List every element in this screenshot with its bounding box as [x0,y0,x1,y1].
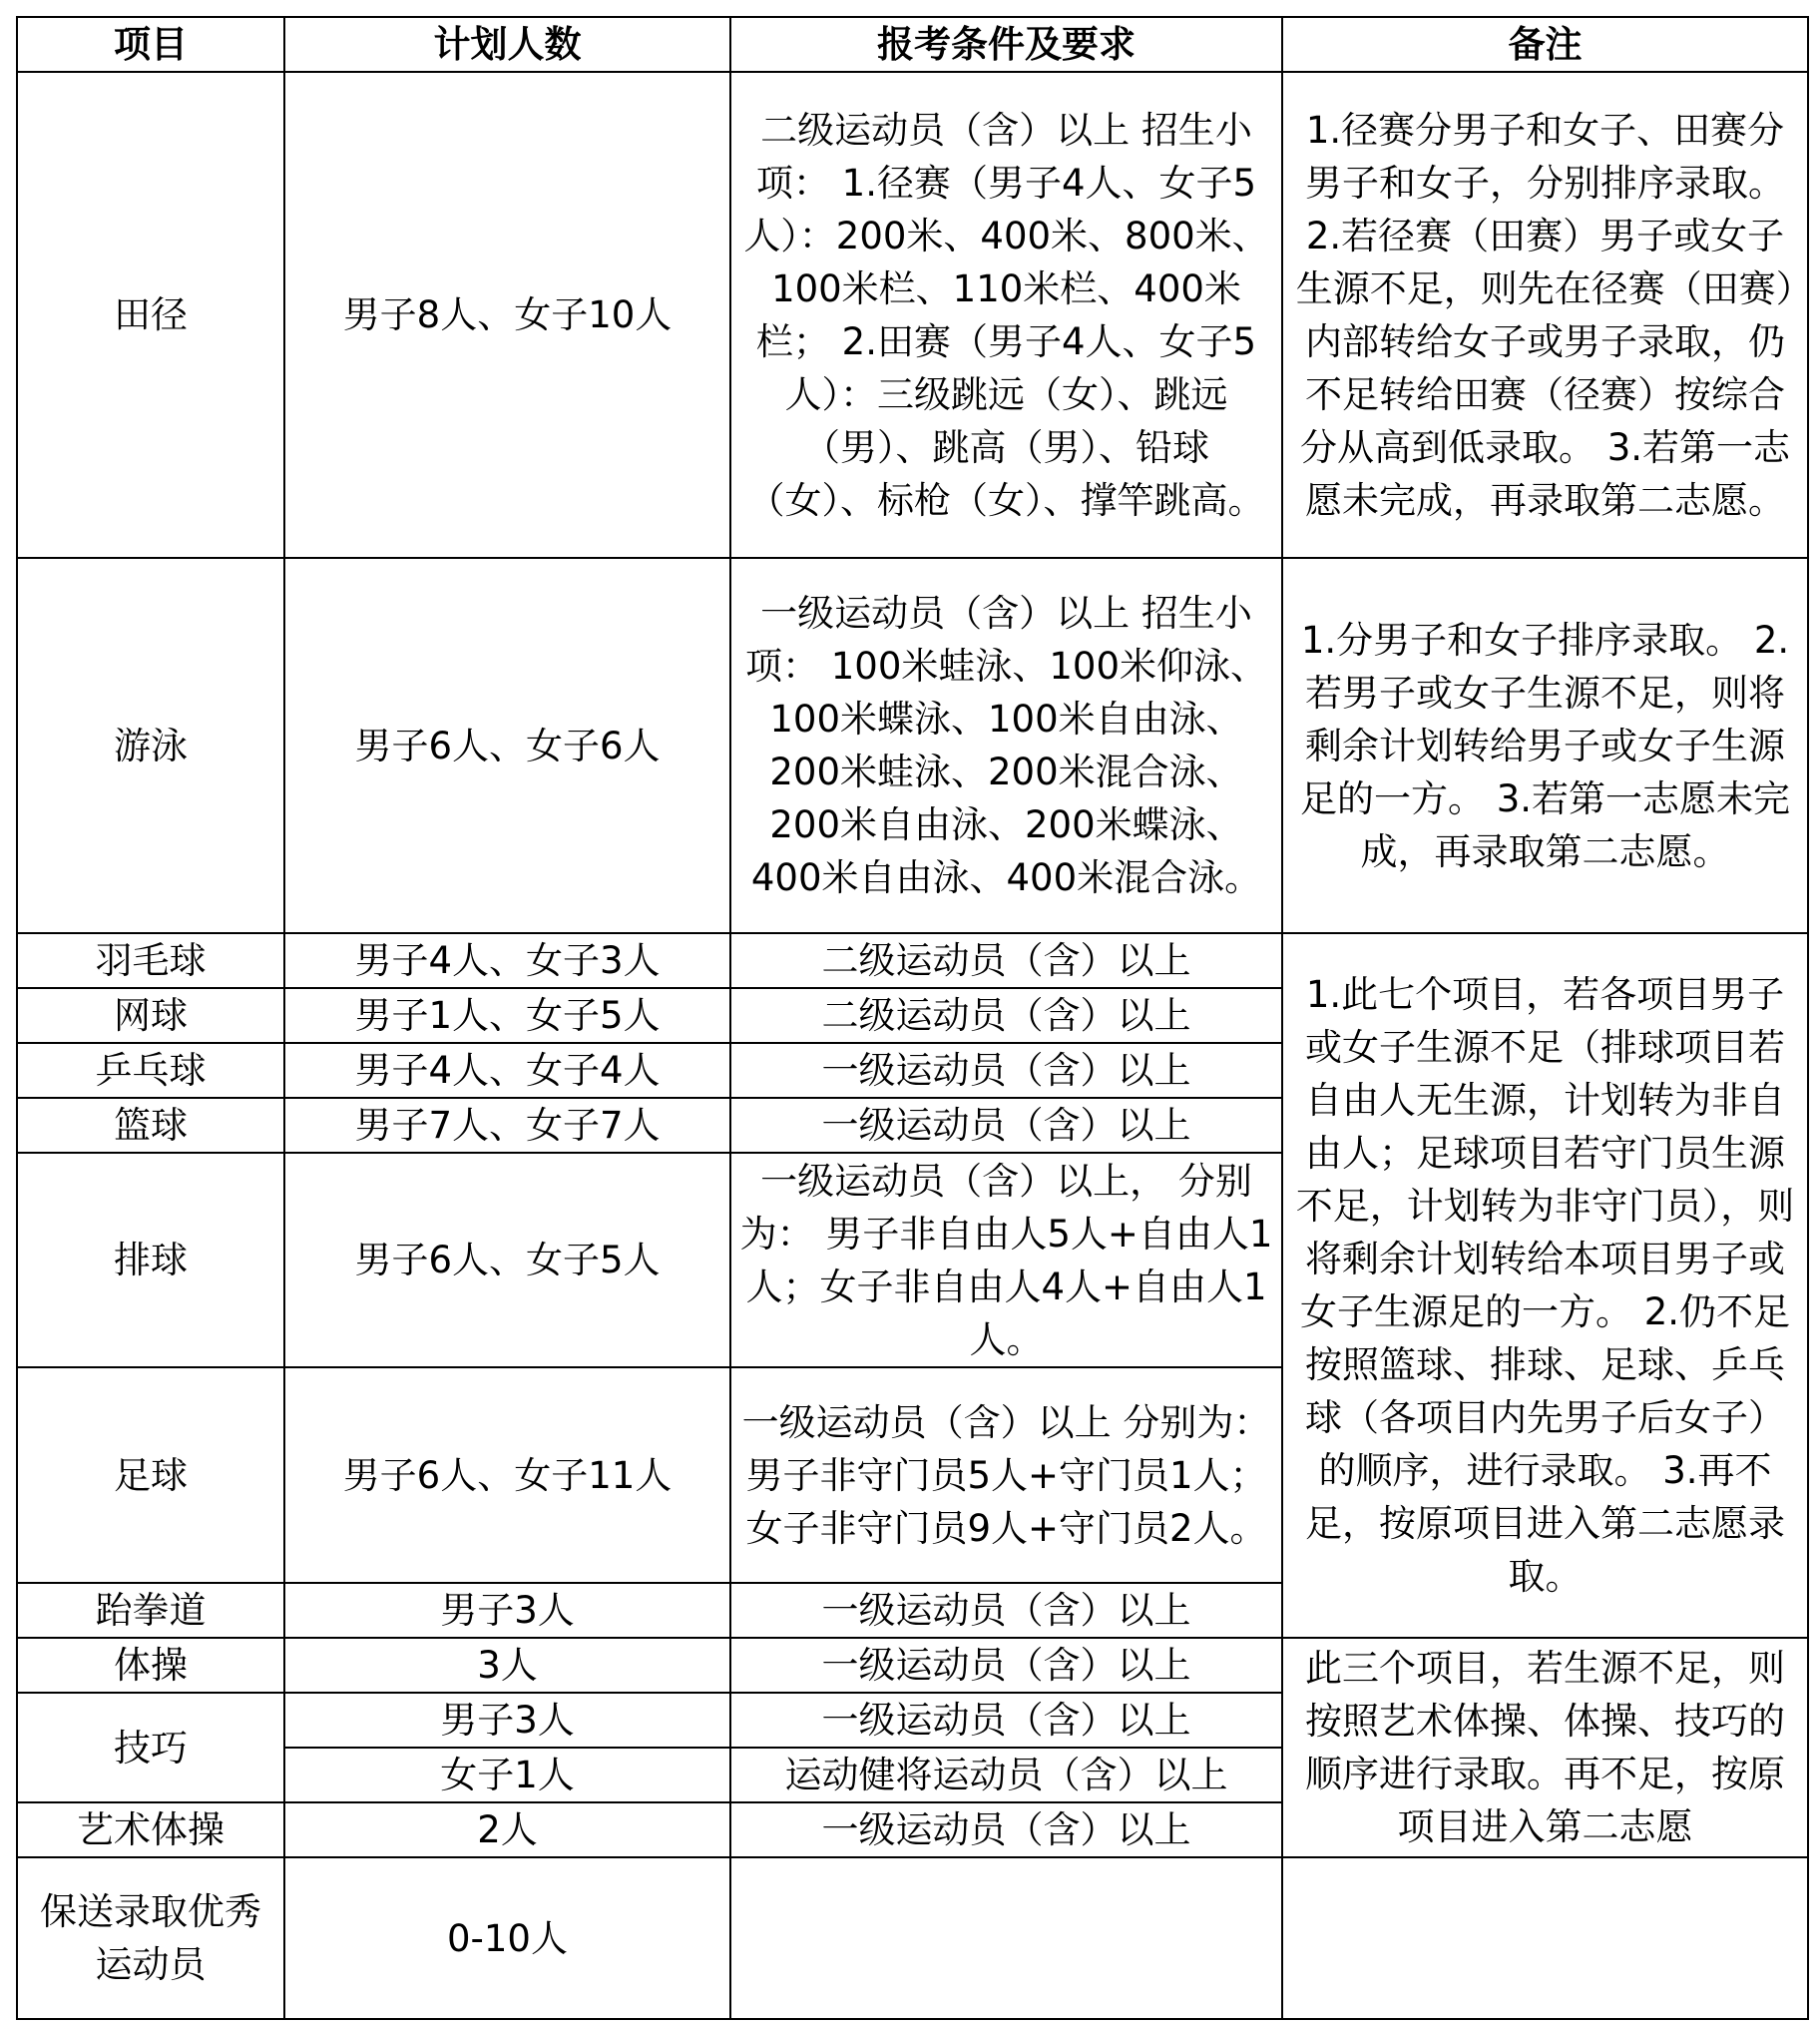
requirement-cell: 二级运动员（含）以上 招生小项： 1.径赛（男子4人、女子5人）：200米、400米、800米、100米栏、110米栏、400米栏； 2.田赛（男子4人、女子5人）：三级跳远（女）、跳远（男）、跳高（男）、铅球（女）、标枪（女）、撑竿跳高。 [730,72,1282,558]
requirement-cell: 一级运动员（含）以上 [730,1583,1282,1638]
plan-cell: 男子3人 [284,1583,730,1638]
note-cell-three-items: 此三个项目，若生源不足，则按照艺术体操、体操、技巧的顺序进行录取。再不足，按原项目进入第二志愿 [1282,1638,1808,1857]
plan-cell: 男子8人、女子10人 [284,72,730,558]
plan-cell: 男子4人、女子4人 [284,1043,730,1098]
item-cell: 乒乓球 [17,1043,284,1098]
plan-cell: 男子6人、女子6人 [284,558,730,933]
plan-cell: 男子4人、女子3人 [284,933,730,988]
note-cell [1282,1857,1808,2019]
requirement-cell [730,1857,1282,2019]
requirement-cell: 一级运动员（含）以上 [730,1693,1282,1748]
table-row [17,1857,1808,2019]
requirement-cell: 一级运动员（含）以上 [730,1043,1282,1098]
item-cell: 田径 [17,72,284,558]
requirement-cell: 一级运动员（含）以上 招生小项： 100米蛙泳、100米仰泳、100米蝶泳、100米自由泳、200米蛙泳、200米混合泳、200米自由泳、200米蝶泳、400米自由泳、400米混合泳。 [730,558,1282,933]
plan-cell: 男子3人 [284,1693,730,1748]
table-row [17,1638,1808,1693]
header-item: 项目 [17,17,284,72]
plan-cell: 男子1人、女子5人 [284,988,730,1043]
item-cell: 体操 [17,1638,284,1693]
plan-cell: 女子1人 [284,1748,730,1802]
plan-cell: 男子6人、女子5人 [284,1153,730,1367]
item-cell: 足球 [17,1367,284,1583]
table-row [17,933,1808,988]
item-cell: 网球 [17,988,284,1043]
header-requirements: 报考条件及要求 [730,17,1282,72]
table-row [17,72,1808,558]
requirement-cell: 二级运动员（含）以上 [730,933,1282,988]
header-row [17,17,1808,72]
requirement-cell: 一级运动员（含）以上 [730,1802,1282,1857]
item-cell: 跆拳道 [17,1583,284,1638]
note-cell: 1.分男子和女子排序录取。 2.若男子或女子生源不足，则将剩余计划转给男子或女子生源足的一方。 3.若第一志愿未完成，再录取第二志愿。 [1282,558,1808,933]
plan-cell: 男子6人、女子11人 [284,1367,730,1583]
note-cell-seven-items: 1.此七个项目，若各项目男子或女子生源不足（排球项目若自由人无生源，计划转为非自由人；足球项目若守门员生源不足，计划转为非守门员），则将剩余计划转给本项目男子或女子生源足的一方。 2.仍不足按照篮球、排球、足球、乒乓球（各项目内先男子后女子）的顺序，进行录取。 3.再不足，按原项目进入第二志愿录取。 [1282,933,1808,1638]
plan-cell: 0-10人 [284,1857,730,2019]
item-cell: 技巧 [17,1693,284,1802]
requirement-cell: 一级运动员（含）以上 [730,1098,1282,1153]
plan-cell: 男子7人、女子7人 [284,1098,730,1153]
requirement-cell: 二级运动员（含）以上 [730,988,1282,1043]
admission-table [16,16,1809,2020]
header-notes: 备注 [1282,17,1808,72]
table-row [17,558,1808,933]
requirement-cell: 运动健将运动员（含）以上 [730,1748,1282,1802]
item-cell: 艺术体操 [17,1802,284,1857]
requirement-cell: 一级运动员（含）以上 [730,1638,1282,1693]
plan-cell: 3人 [284,1638,730,1693]
header-plan: 计划人数 [284,17,730,72]
plan-cell: 2人 [284,1802,730,1857]
requirement-cell: 一级运动员（含）以上， 分别为： 男子非自由人5人+自由人1人；女子非自由人4人+自由人1人。 [730,1153,1282,1367]
item-cell: 羽毛球 [17,933,284,988]
requirement-cell: 一级运动员（含）以上 分别为： 男子非守门员5人+守门员1人；女子非守门员9人+守门员2人。 [730,1367,1282,1583]
item-cell: 篮球 [17,1098,284,1153]
item-cell: 排球 [17,1153,284,1367]
item-cell: 保送录取优秀运动员 [17,1857,284,2019]
note-cell: 1.径赛分男子和女子、田赛分男子和女子，分别排序录取。 2.若径赛（田赛）男子或女子生源不足，则先在径赛（田赛）内部转给女子或男子录取，仍不足转给田赛（径赛）按综合分从高到低录取。 3.若第一志愿未完成，再录取第二志愿。 [1282,72,1808,558]
item-cell: 游泳 [17,558,284,933]
